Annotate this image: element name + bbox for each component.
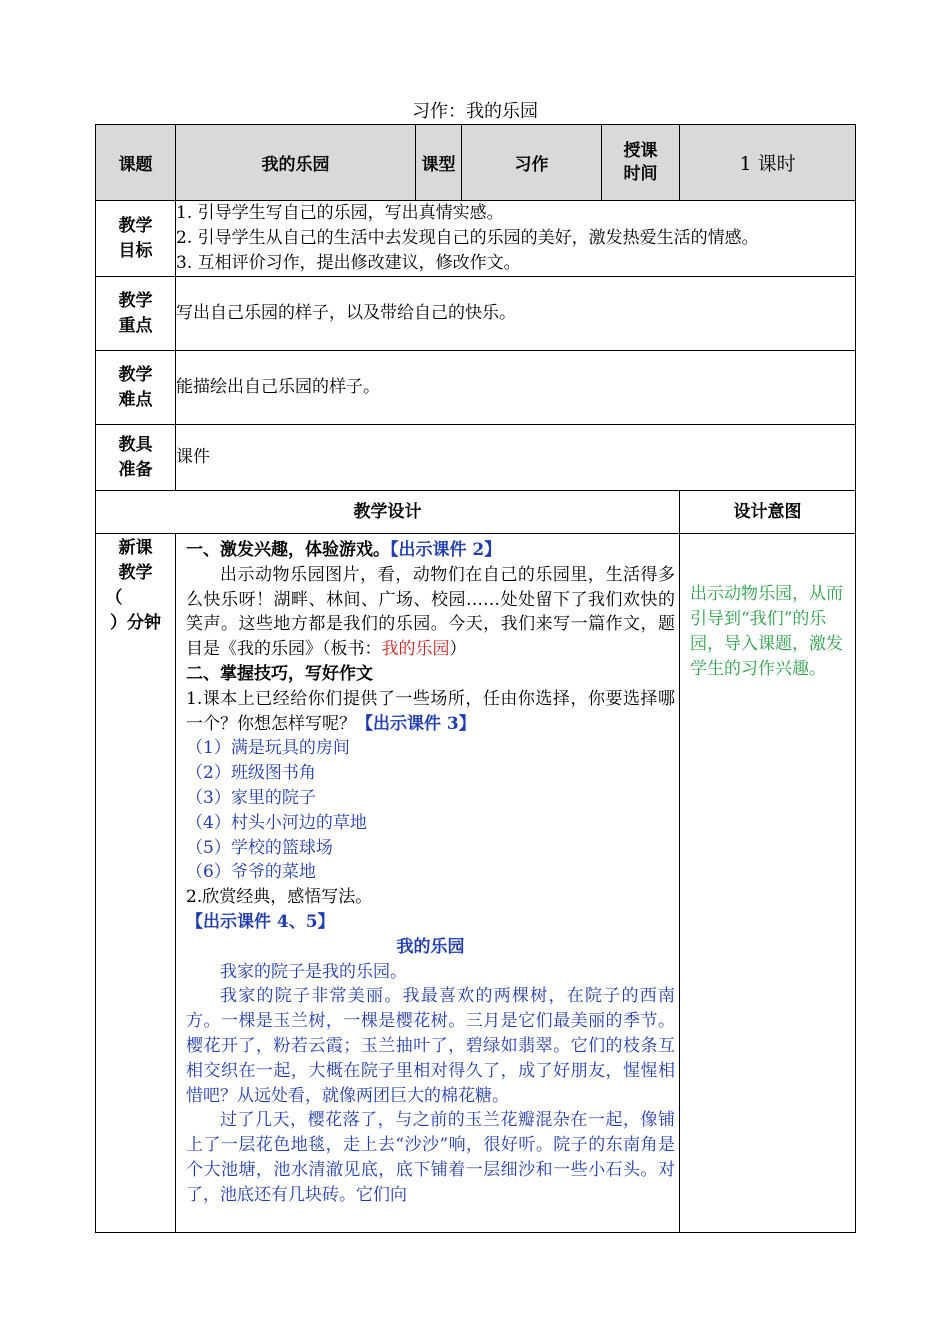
design-header-row	[96, 491, 856, 534]
stage-label-line4: ）分钟	[110, 613, 161, 633]
time-label-line2: 时间	[623, 163, 658, 184]
appreciate-text: 2.欣赏经典，感悟写法。	[186, 887, 373, 908]
time-label-line1: 授课	[623, 140, 658, 161]
difficulties-label-line1: 教学	[118, 364, 153, 385]
difficulties-label-line2: 难点	[118, 389, 153, 410]
design-intent: 出示动物乐园，从而引导到“我们”的乐园，导入课题，激发学生的习作兴趣。	[680, 534, 856, 1233]
tools-label	[96, 425, 176, 491]
design-content	[176, 534, 680, 1233]
option-item: （4）村头小河边的草地	[186, 812, 367, 833]
section-1-text-a: 出示动物乐园图片，看，动物们在自己的乐园里，生活得多么快乐呀！湖畔、林间、广场、校园……处处留下了我们欢快的笑声。这些地方都是我们的乐园。今天，我们来写一篇作文，题目是《我的乐园》（板书：	[186, 564, 675, 660]
goals-label-line1: 教学	[118, 215, 153, 236]
tools-row	[96, 425, 856, 491]
topic-label: 课题	[96, 125, 176, 201]
tools-text: 课件	[176, 425, 856, 491]
goals-label	[96, 201, 176, 277]
essay-paragraph: 我家的院子非常美丽。我最喜欢的两棵树，在院子的西南方。一棵是玉兰树，一棵是樱花树。三月是它们最美丽的季节。樱花开了，粉若云霞；玉兰抽叶了，碧绿如翡翠。它们的枝条互相交织在一起，大概在院子里相对得久了，成了好朋友，惺惺相惜吧？从远处看，就像两团巨大的棉花糖。	[186, 986, 675, 1106]
board-writing: 我的乐园	[381, 639, 450, 660]
key-points-label-line1: 教学	[118, 290, 153, 311]
essay-paragraph: 我家的院子是我的乐园。	[220, 961, 407, 982]
section-2-question	[186, 687, 675, 737]
option-item: （2）班级图书角	[186, 763, 316, 784]
difficulties-text: 能描绘出自己乐园的样子。	[176, 351, 856, 425]
option-item: （6）爷爷的菜地	[186, 862, 316, 883]
document-title: 习作：我的乐园	[412, 101, 538, 122]
type-value: 习作	[462, 125, 602, 201]
time-label	[602, 125, 680, 201]
stage-label-line2: 教学	[118, 563, 153, 583]
section-2-question-text: 1.课本上已经给你们提供了一些场所，任由你选择，你要选择哪一个？你想怎样写呢？	[186, 688, 675, 734]
option-item: （3）家里的院子	[186, 787, 316, 808]
essay-title: 我的乐园	[396, 936, 465, 957]
stage-label-line3: （	[105, 588, 123, 608]
goals-row	[96, 201, 856, 277]
section-2-title: 二、掌握技巧，写好作文	[186, 663, 373, 684]
key-points-text: 写出自己乐园的样子，以及带给自己的快乐。	[176, 277, 856, 351]
section-1-title: 一、激发兴趣，体验游戏。	[186, 540, 390, 560]
goal-item: 2. 引导学生从自己的生活中去发现自己的乐园的美好，激发热爱生活的情感。	[176, 228, 759, 248]
topic-value: 我的乐园	[176, 125, 416, 201]
section-1-heading	[186, 538, 675, 563]
design-row	[96, 534, 856, 1233]
stage-label	[96, 534, 176, 1233]
goal-item: 3. 互相评价习作，提出修改建议，修改作文。	[176, 253, 521, 273]
goals-label-line2: 目标	[118, 240, 153, 261]
section-1-tag: 【出示课件 2】	[390, 540, 502, 560]
key-points-label-line2: 重点	[118, 315, 153, 336]
tools-label-line2: 准备	[118, 459, 153, 480]
type-label: 课型	[416, 125, 462, 201]
section-2-tag-2: 【出示课件 4、5】	[186, 911, 335, 932]
key-points-label	[96, 277, 176, 351]
option-item: （5）学校的篮球场	[186, 837, 333, 858]
tools-label-line1: 教具	[118, 434, 153, 455]
design-header: 教学设计	[96, 491, 680, 534]
key-points-row	[96, 277, 856, 351]
header-row	[96, 125, 856, 201]
essay-paragraph: 过了几天，樱花落了，与之前的玉兰花瓣混杂在一起，像铺上了一层花色地毯，走上去“沙沙”响，很好听。院子的东南角是个大池塘，池水清澈见底，底下铺着一层细沙和一些小石头。对了，池底还有几块砖。它们向	[186, 1110, 675, 1205]
lesson-plan-table	[95, 124, 856, 1233]
difficulties-row	[96, 351, 856, 425]
section-1-text	[186, 563, 675, 662]
intent-header: 设计意图	[680, 491, 856, 534]
time-value: 1 课时	[680, 125, 856, 201]
stage-label-line1: 新课	[118, 538, 153, 558]
section-1-text-b: ）	[449, 639, 467, 660]
difficulties-label	[96, 351, 176, 425]
goal-item: 1. 引导学生写自己的乐园，写出真情实感。	[176, 203, 504, 223]
section-2-tag: 【出示课件 3】	[356, 713, 476, 734]
option-item: （1）满是玩具的房间	[186, 738, 350, 759]
goals-content	[176, 201, 856, 277]
design-content-clip	[186, 538, 675, 1232]
